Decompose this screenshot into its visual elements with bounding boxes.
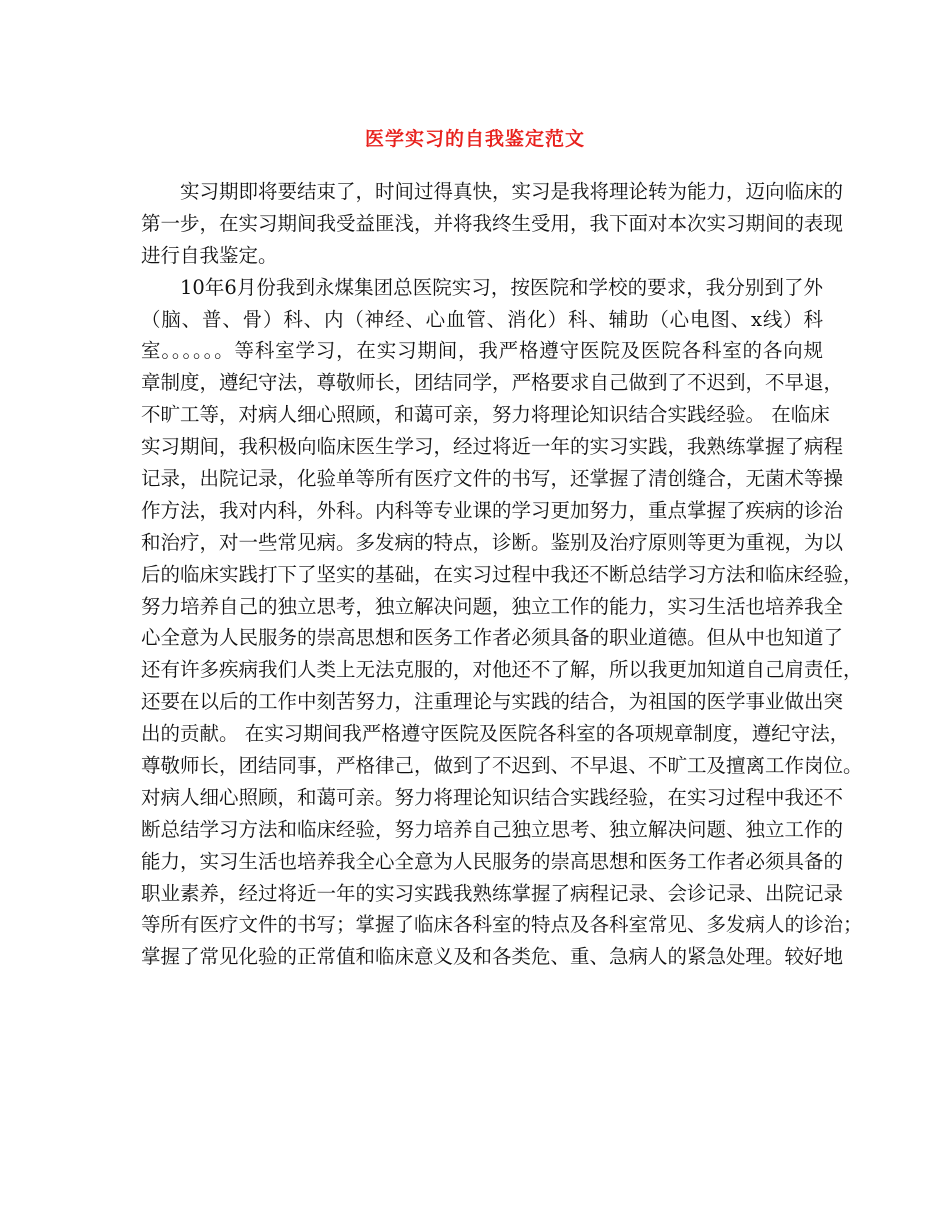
text-line: （脑、普、骨）科、内（神经、心血管、消化）科、辅助（心电图、x线）科 [141, 307, 823, 331]
text-line: 不旷工等，对病人细心照顾，和蔼可亲，努力将理论知识结合实践经验。 在临床 [141, 403, 830, 427]
text-line: 尊敬师长，团结同事，严格律己，做到了不迟到、不早退、不旷工及擅离工作岗位。 [141, 754, 863, 778]
text-line: 断总结学习方法和临床经验，努力培养自己独立思考、独立解决问题、独立工作的 [141, 817, 844, 841]
text-line: 出的贡献。 在实习期间我严格遵守医院及医院各科室的各项规章制度，遵纪守法， [141, 722, 850, 746]
document-title: 医学实习的自我鉴定范文 [364, 128, 585, 150]
document-body [141, 176, 863, 973]
text-line: 第一步，在实习期间我受益匪浅，并将我终生受用，我下面对本次实习期间的表现 [141, 211, 844, 235]
text-line: 职业素养，经过将近一年的实习实践我熟练掌握了病程记录、会诊记录、出院记录 [141, 881, 844, 905]
text-line: 努力培养自己的独立思考，独立解决问题，独立工作的能力，实习生活也培养我全 [141, 594, 844, 618]
text-line: 还要在以后的工作中刻苦努力，注重理论与实践的结合，为祖国的医学事业做出突 [141, 690, 844, 714]
text-line: 后的临床实践打下了坚实的基础，在实习过程中我还不断总结学习方法和临床经验， [141, 562, 863, 586]
text-line: 掌握了常见化验的正常值和临床意义及和各类危、重、急病人的紧急处理。较好地 [141, 945, 844, 969]
text-line: 心全意为人民服务的崇高思想和医务工作者必须具备的职业道德。但从中也知道了 [141, 626, 844, 650]
text-line: 还有许多疾病我们人类上无法克服的，对他还不了解，所以我更加知道自己肩责任， [141, 658, 863, 682]
text-line: 能力，实习生活也培养我全心全意为人民服务的崇高思想和医务工作者必须具备的 [141, 849, 844, 873]
text-line: 进行自我鉴定。 [141, 243, 278, 267]
text-line: 章制度，遵纪守法，尊敬师长，团结同学，严格要求自己做到了不迟到，不早退， [141, 371, 844, 395]
text-line: 室。。。。。。等科室学习，在实习期间，我严格遵守医院及医院各科室的各向规 [141, 339, 823, 363]
text-line: 记录，出院记录，化验单等所有医疗文件的书写，还掌握了清创缝合，无菌术等操 [141, 467, 844, 491]
text-line: 对病人细心照顾，和蔼可亲。努力将理论知识结合实践经验，在实习过程中我还不 [141, 785, 844, 809]
text-line: 等所有医疗文件的书写；掌握了临床各科室的特点及各科室常见、多发病人的诊治； [141, 913, 863, 937]
text-line: 10年6月份我到永煤集团总医院实习，按医院和学校的要求，我分别到了外 [180, 275, 823, 299]
text-line: 作方法，我对内科，外科。内科等专业课的学习更加努力，重点掌握了疾病的诊治 [141, 498, 844, 522]
text-line: 实习期间，我积极向临床医生学习，经过将近一年的实习实践，我熟练掌握了病程 [141, 435, 844, 459]
text-line: 实习期即将要结束了，时间过得真快，实习是我将理论转为能力，迈向临床的 [180, 180, 844, 203]
text-line: 和治疗，对一些常见病。多发病的特点，诊断。鉴别及治疗原则等更为重视，为以 [141, 530, 844, 554]
